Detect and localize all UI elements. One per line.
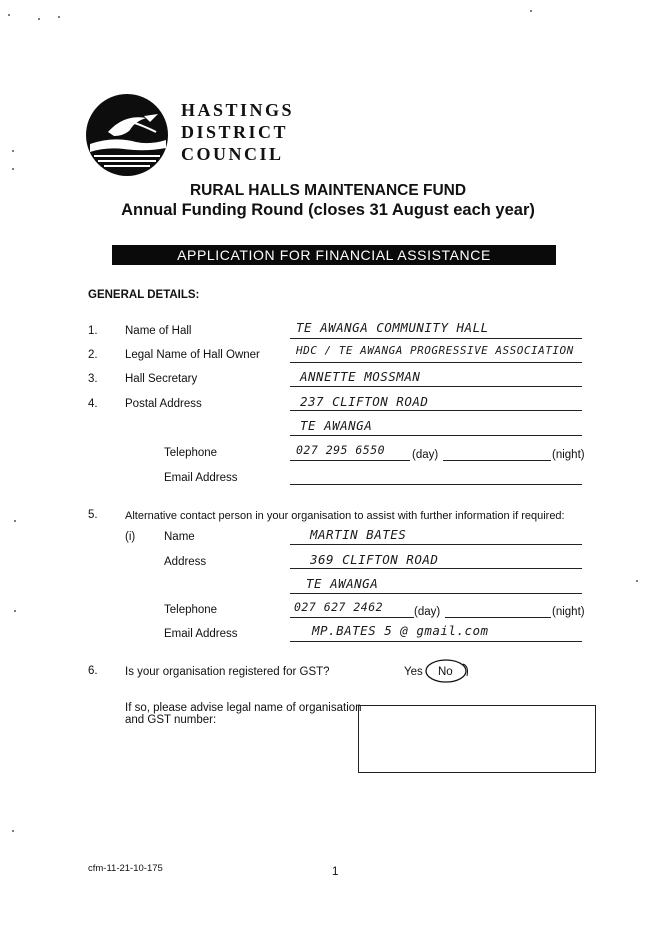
- field-number: 3.: [88, 373, 98, 385]
- postal-address-label: Postal Address: [125, 398, 202, 410]
- telephone-day-line: [290, 460, 410, 461]
- scan-speck: [12, 150, 14, 152]
- alt-telephone-day-line: [290, 617, 414, 618]
- page-number: 1: [332, 866, 339, 878]
- gst-details-box[interactable]: [358, 705, 596, 773]
- hall-name-label: Name of Hall: [125, 325, 192, 337]
- sub-item-label: (i): [125, 531, 136, 543]
- postal-address-line2: [290, 435, 582, 436]
- gst-no-option[interactable]: No: [438, 666, 453, 678]
- gst-yes-option[interactable]: Yes: [404, 666, 423, 678]
- email-line[interactable]: [290, 484, 582, 485]
- scan-speck: [12, 830, 14, 832]
- secretary-value[interactable]: ANNETTE MOSSMAN: [300, 369, 421, 384]
- scan-speck: [14, 610, 16, 612]
- field-number: 1.: [88, 325, 98, 337]
- alt-name-line: [290, 544, 582, 545]
- hall-owner-line: [290, 362, 582, 363]
- alt-email-line: [290, 641, 582, 642]
- council-logo: [84, 92, 170, 178]
- alt-name-label: Name: [164, 531, 195, 543]
- alt-email-label: Email Address: [164, 628, 238, 640]
- day-label: (day): [414, 606, 441, 618]
- scan-speck: [8, 14, 10, 16]
- scan-speck: [12, 168, 14, 170]
- org-name-line3: COUNCIL: [181, 144, 284, 164]
- alt-address-label: Address: [164, 556, 207, 568]
- postal-address-value-line1[interactable]: 237 CLIFTON ROAD: [300, 394, 429, 409]
- postal-address-line1: [290, 410, 582, 411]
- telephone-day-value[interactable]: 027 295 6550: [296, 443, 386, 457]
- gst-question: Is your organisation registered for GST?: [125, 666, 330, 678]
- hall-owner-value[interactable]: HDC / TE AWANGA PROGRESSIVE ASSOCIATION: [296, 344, 574, 357]
- telephone-night-line[interactable]: [443, 460, 551, 461]
- alt-telephone-label: Telephone: [164, 604, 218, 616]
- org-name-line1: HASTINGS: [181, 100, 295, 120]
- email-label: Email Address: [164, 472, 238, 484]
- hall-name-value[interactable]: TE AWANGA COMMUNITY HALL: [296, 320, 489, 335]
- alt-email-value[interactable]: MP.BATES 5 @ gmail.com: [312, 623, 489, 638]
- alt-telephone-night-line[interactable]: [445, 617, 551, 618]
- section-heading: GENERAL DETAILS:: [88, 289, 200, 301]
- scan-speck: [14, 520, 16, 522]
- scan-speck: [58, 16, 60, 18]
- day-label: (day): [412, 449, 439, 461]
- application-banner: APPLICATION FOR FINANCIAL ASSISTANCE: [112, 245, 556, 265]
- gst-advise-line1: If so, please advise legal name of organisation: [125, 702, 362, 714]
- night-label: (night): [552, 449, 585, 461]
- field-number: 2.: [88, 349, 98, 361]
- scan-speck: [636, 580, 638, 582]
- night-label: (night): [552, 606, 585, 618]
- field-number: 4.: [88, 398, 98, 410]
- alt-address-line1: [290, 568, 582, 569]
- alt-address-value-line2[interactable]: TE AWANGA: [306, 576, 379, 591]
- hall-owner-label: Legal Name of Hall Owner: [125, 349, 260, 361]
- secretary-label: Hall Secretary: [125, 373, 198, 385]
- alt-name-value[interactable]: MARTIN BATES: [310, 527, 407, 542]
- hall-name-line: [290, 338, 582, 339]
- field-number: 6.: [88, 665, 98, 677]
- alt-address-line2: [290, 593, 582, 594]
- gst-advise-line2: and GST number:: [125, 714, 217, 726]
- telephone-label: Telephone: [164, 447, 218, 459]
- funding-round-subtitle: Annual Funding Round (closes 31 August each year): [121, 201, 535, 219]
- form-code: cfm-11-21-10-175: [88, 863, 163, 874]
- postal-address-value-line2[interactable]: TE AWANGA: [300, 418, 373, 433]
- fund-title: RURAL HALLS MAINTENANCE FUND: [189, 182, 467, 199]
- scan-speck: [530, 10, 532, 12]
- field-number: 5.: [88, 509, 98, 521]
- alt-contact-intro: Alternative contact person in your organisation to assist with further information if required:: [125, 510, 565, 522]
- alt-telephone-day-value[interactable]: 027 627 2462: [294, 600, 384, 614]
- alt-address-value-line1[interactable]: 369 CLIFTON ROAD: [310, 552, 439, 567]
- secretary-line: [290, 386, 582, 387]
- org-name-line2: DISTRICT: [181, 122, 289, 142]
- scan-speck: [38, 18, 40, 20]
